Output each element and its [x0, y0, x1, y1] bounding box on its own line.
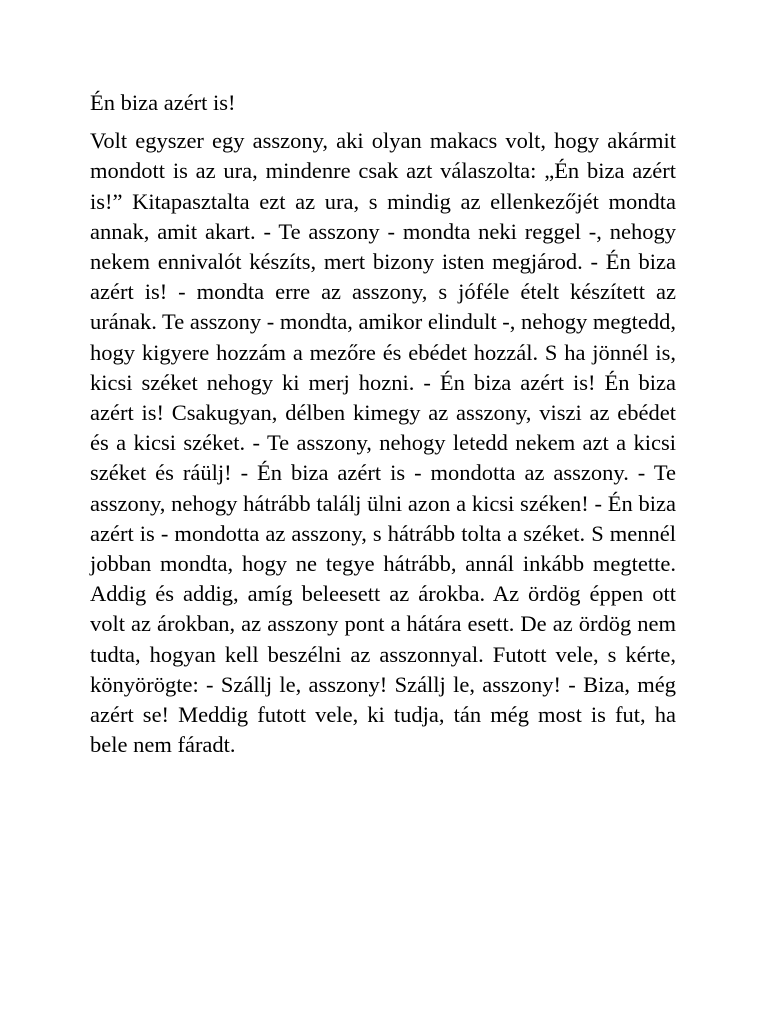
document-body: Volt egyszer egy asszony, aki olyan makacs volt, hogy akármit mondott is az ura, mindenre csak azt válaszolta: „Én biza azért is!” Kitapasztalta ezt az ura, s mindig az ellenkezőjét mondta annak, amit akart. - Te asszony - mondta neki reggel -, nehogy nekem ennivalót készíts, mert bizony isten megjárod. - Én biza azért is! - mondta erre az asszony, s jóféle ételt készített az urának. Te asszony - mondta, amikor elindult -, nehogy megtedd, hogy kigyere hozzám a mezőre és ebédet hozzál. S ha jönnél is, kicsi széket nehogy ki merj hozni. - Én biza azért is! Én biza azért is! Csakugyan, délben kimegy az asszony, viszi az ebédet és a kicsi széket. - Te asszony, nehogy letedd nekem azt a kicsi széket és ráülj! - Én biza azért is - mondotta az asszony. - Te asszony, nehogy hátrább találj ülni azon a kicsi széken! - Én biza azért is - mondotta az asszony, s hátrább tolta a széket. S mennél jobban mondta, hogy ne tegye hátrább, annál inkább megtette. Addig és addig, amíg beleesett az árokba. Az ördög éppen ott volt az árokban, az asszony pont a hátára esett. De az ördög nem tudta, hogyan kell beszélni az asszonnyal. Futott vele, s kérte, könyörögte: - Szállj le, asszony! Szállj le, asszony! - Biza, még azért se! Meddig futott vele, ki tudja, tán még most is fut, ha bele nem fáradt.	[90, 128, 676, 758]
document-title: Én biza azért is!	[90, 90, 236, 115]
document-page	[90, 88, 676, 760]
